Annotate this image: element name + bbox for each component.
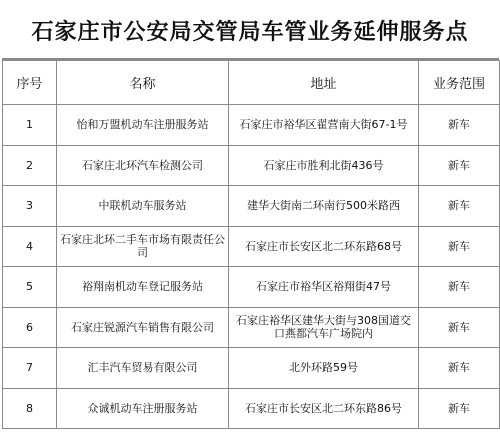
- header-scope: 业务范围: [419, 61, 500, 105]
- cell-address: 石家庄市裕华区翟营南大街67-1号: [229, 105, 419, 146]
- page-title: 石家庄市公安局交管局车管业务延伸服务点: [31, 19, 469, 45]
- title-bar: [0, 0, 500, 60]
- cell-name: 怡和万盟机动车注册服务站: [57, 105, 229, 146]
- cell-address: 北外环路59号: [229, 348, 419, 389]
- cell-name: 石家庄北环汽车检测公司: [57, 145, 229, 186]
- cell-address: 石家庄裕华区建华大街与308国道交口燕都汽车广场院内: [229, 307, 419, 348]
- table-row: [3, 348, 500, 389]
- table-header-row: [3, 61, 500, 105]
- cell-no: 5: [3, 267, 57, 308]
- cell-address: 建华大街南二环南行500米路西: [229, 186, 419, 227]
- cell-address: 石家庄市长安区北二环东路86号: [229, 388, 419, 429]
- cell-name: 中联机动车服务站: [57, 186, 229, 227]
- header-name: 名称: [57, 61, 229, 105]
- cell-scope: 新车: [419, 307, 500, 348]
- service-points-table-wrap: [0, 60, 500, 435]
- table-row: [3, 186, 500, 227]
- table-row: [3, 105, 500, 146]
- cell-scope: 新车: [419, 105, 500, 146]
- table-row: [3, 267, 500, 308]
- header-no: 序号: [3, 61, 57, 105]
- cell-name: 众诚机动车注册服务站: [57, 388, 229, 429]
- cell-no: 8: [3, 388, 57, 429]
- cell-no: 6: [3, 307, 57, 348]
- table-row: [3, 388, 500, 429]
- cell-no: 7: [3, 348, 57, 389]
- cell-name: 石家庄北环二手车市场有限责任公司: [57, 226, 229, 267]
- cell-scope: 新车: [419, 388, 500, 429]
- cell-name: 石家庄锐源汽车销售有限公司: [57, 307, 229, 348]
- cell-scope: 新车: [419, 145, 500, 186]
- cell-no: 1: [3, 105, 57, 146]
- service-points-table: [2, 60, 500, 429]
- cell-address: 石家庄市胜利北街436号: [229, 145, 419, 186]
- cell-no: 4: [3, 226, 57, 267]
- cell-address: 石家庄市长安区北二环东路68号: [229, 226, 419, 267]
- cell-no: 3: [3, 186, 57, 227]
- table-row: [3, 226, 500, 267]
- table-row: [3, 145, 500, 186]
- cell-scope: 新车: [419, 267, 500, 308]
- cell-name: 汇丰汽车贸易有限公司: [57, 348, 229, 389]
- header-address: 地址: [229, 61, 419, 105]
- cell-scope: 新车: [419, 226, 500, 267]
- cell-name: 裕翔南机动车登记服务站: [57, 267, 229, 308]
- cell-scope: 新车: [419, 348, 500, 389]
- table-row: [3, 307, 500, 348]
- cell-no: 2: [3, 145, 57, 186]
- cell-address: 石家庄市裕华区裕翔街47号: [229, 267, 419, 308]
- cell-scope: 新车: [419, 186, 500, 227]
